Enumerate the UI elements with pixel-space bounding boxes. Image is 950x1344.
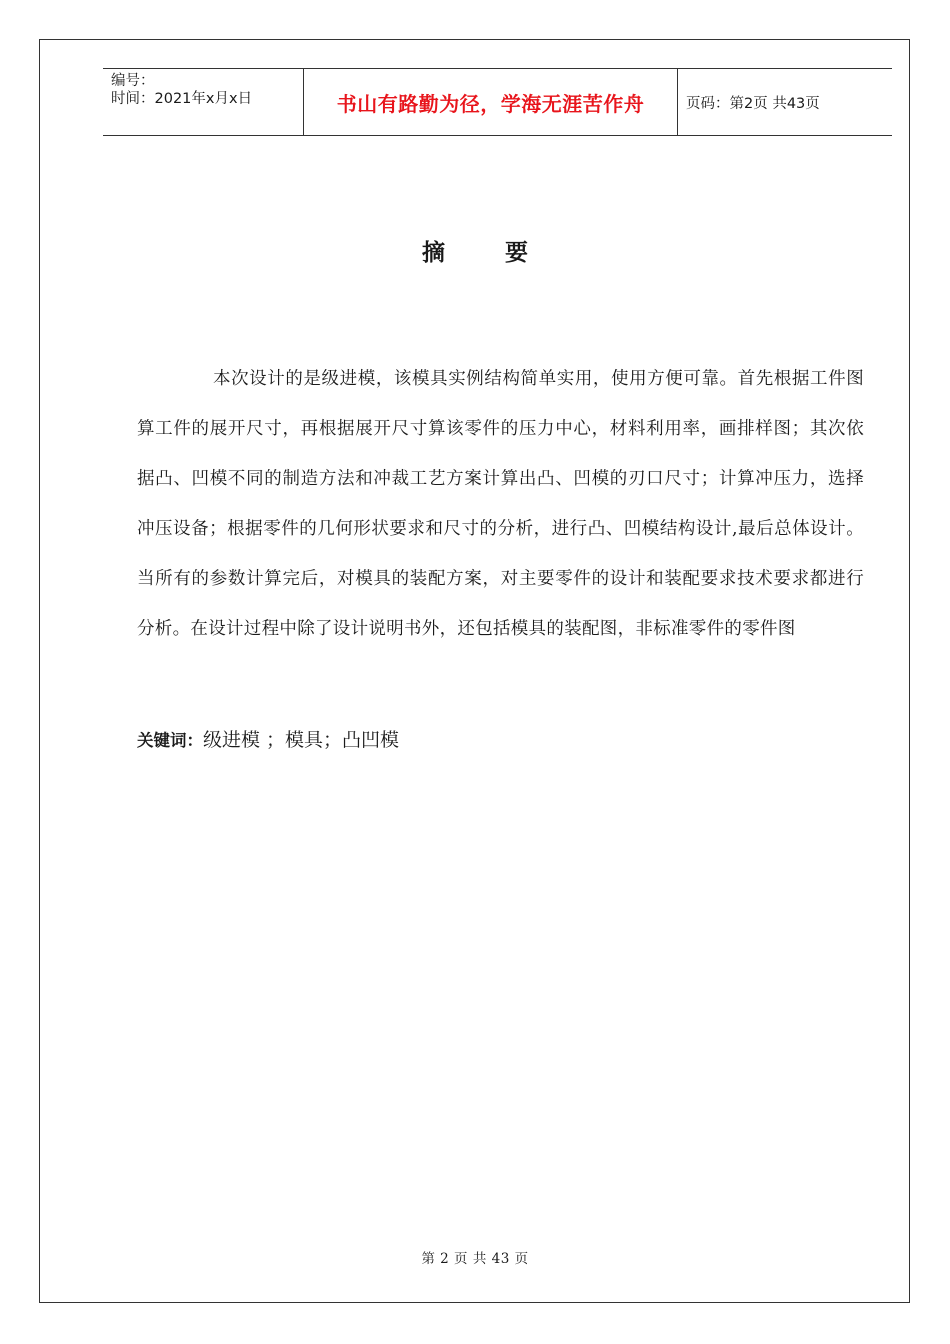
keywords-label: 关键词： <box>137 731 203 750</box>
page-footer: 第 2 页 共 43 页 <box>421 1251 529 1267</box>
document-number-label: 编号： <box>111 73 155 89</box>
header-motto: 书山有路勤为径，学海无涯苦作舟 <box>304 69 678 135</box>
document-time-label: 时间：2021年x月x日 <box>111 91 253 107</box>
keywords-text: 级进模 ；模具；凸凹模 <box>203 729 400 751</box>
page-title: 摘 要 <box>421 240 554 266</box>
header-meta <box>103 69 304 135</box>
document-header <box>103 68 892 136</box>
keywords-line <box>137 722 399 759</box>
abstract-paragraph: 本次设计的是级进模，该模具实例结构简单实用，使用方便可靠。首先根据工件图算工件的展开尺寸，再根据展开尺寸算该零件的压力中心，材料利用率，画排样图；其次依据凸、凹模不同的制造方法和冲裁工艺方案计算出凸、凹模的刃口尺寸；计算冲压力，选择冲压设备；根据零件的几何形状要求和尺寸的分析，进行凸、凹模结构设计,最后总体设计。当所有的参数计算完后，对模具的装配方案，对主要零件的设计和装配要求技术要求都进行分析。在设计过程中除了设计说明书外，还包括模具的装配图，非标准零件的零件图 <box>137 369 864 639</box>
header-page-code: 页码：第2页 共43页 <box>686 95 820 112</box>
page-border <box>39 39 910 1303</box>
